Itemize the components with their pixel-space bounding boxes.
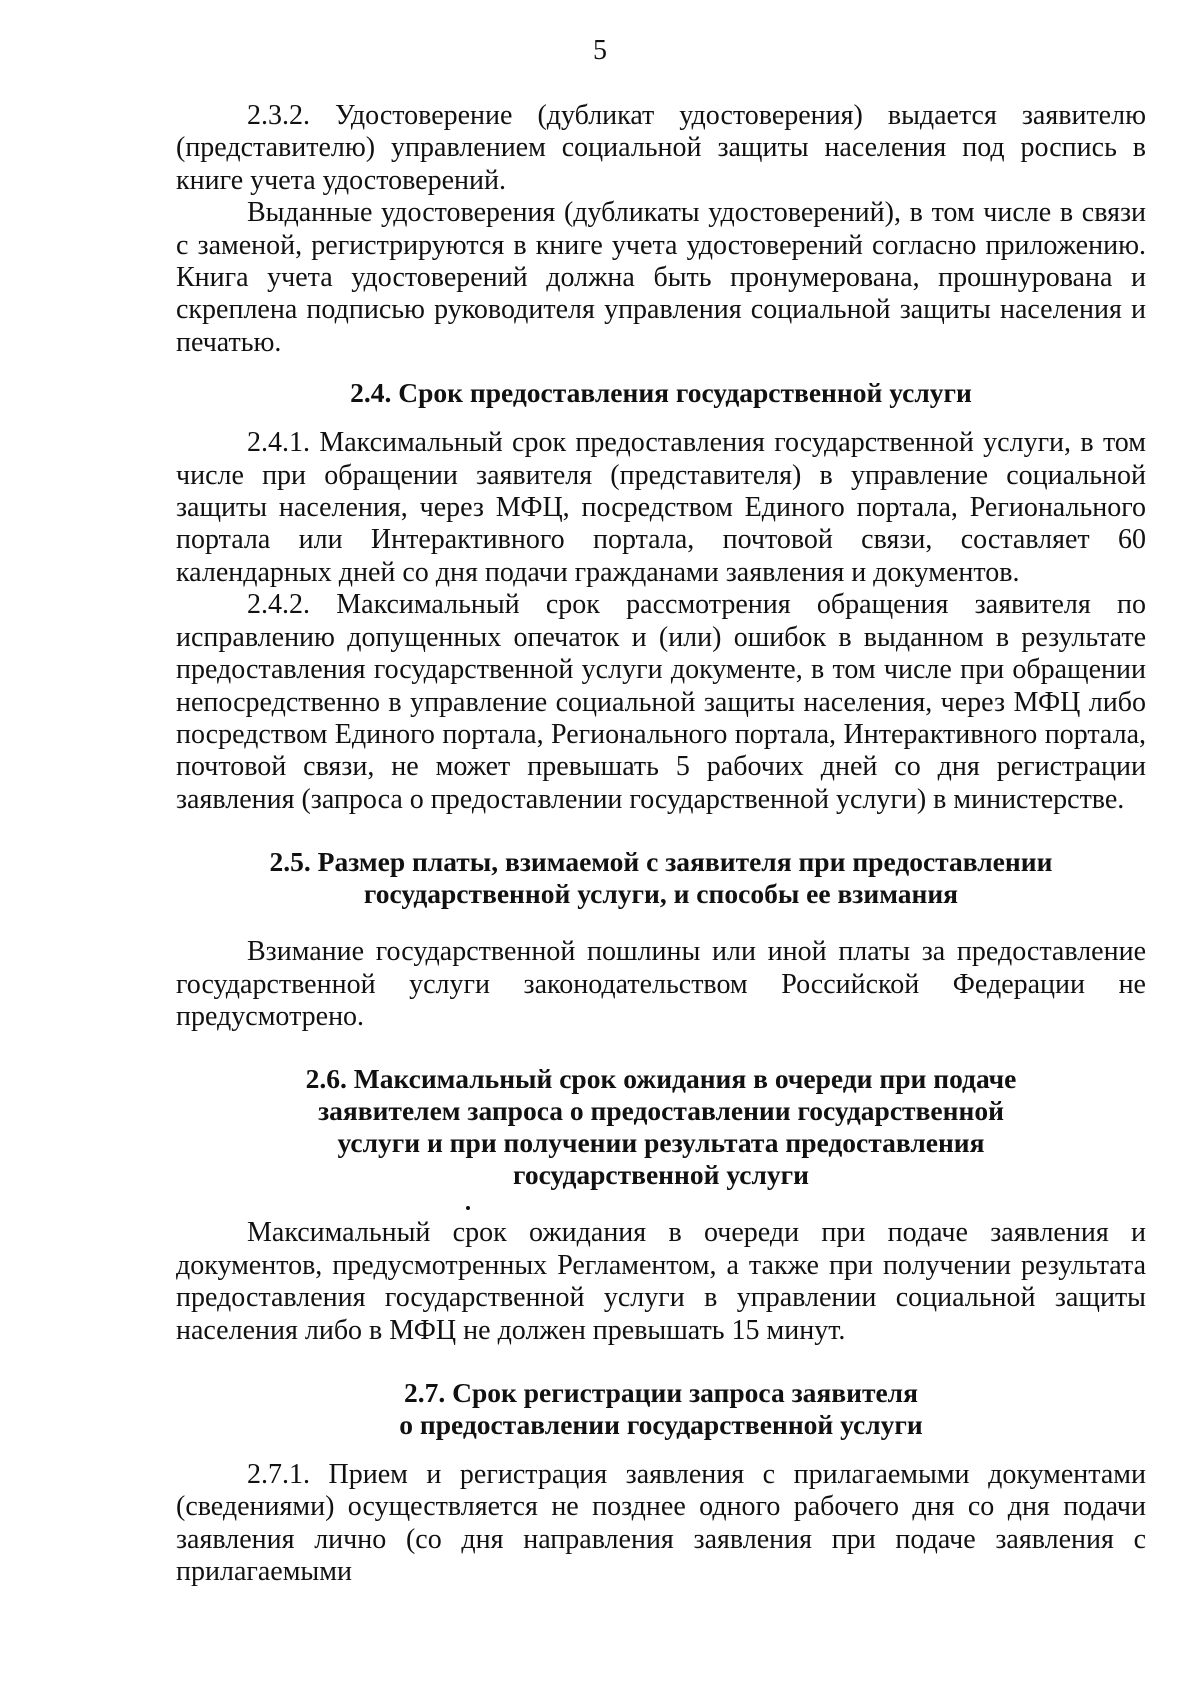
paragraph-2-7-1: 2.7.1. Прием и регистрация заявления с прилагаемыми документами (сведениями) осуществляется не позднее одного рабочего дня со дня подачи заявления лично (со дня направления заявления при подаче заявления с прилагаемыми	[176, 1458, 1146, 1588]
heading-2-7	[176, 1377, 1146, 1441]
document-body	[176, 100, 1146, 1589]
heading-line: государственной услуги, и способы ее взимания	[363, 878, 959, 910]
heading-line: услуги и при получении результата предоставления	[337, 1127, 985, 1159]
heading-line: 2.4. Срок предоставления государственной услуги	[350, 377, 972, 409]
paragraph-2-4-1: 2.4.1. Максимальный срок предоставления государственной услуги, в том числе при обращении заявителя (представителя) в управление социальной защиты населения, через МФЦ, посредством Единого портала, Регионального портала или Интерактивного портала, почтовой связи, составляет 60 календарных дней со дня подачи гражданами заявления и документов.	[176, 427, 1146, 588]
paragraph-fee: Взимание государственной пошлины или иной платы за предоставление государственной услуги законодательством Российской Федерации не предусмотрено.	[176, 936, 1146, 1032]
heading-line: заявителем запроса о предоставлении государственной	[318, 1095, 1004, 1127]
heading-line: 2.7. Срок регистрации запроса заявителя	[404, 1376, 918, 1408]
heading-2-6	[176, 1063, 1146, 1191]
scan-speck	[466, 1206, 470, 1210]
heading-2-5	[176, 846, 1146, 910]
heading-line: 2.5. Размер платы, взимаемой с заявителя при предоставлении	[269, 846, 1053, 878]
paragraph-2-4-2: 2.4.2. Максимальный срок рассмотрения обращения заявителя по исправлению допущенных опечаток и (или) ошибок в выданном в результате предоставления государственной услуги документе, в том числе при обращении непосредственно в управление социальной защиты населения, через МФЦ либо посредством Единого портала, Регионального портала, Интерактивного портала, почтовой связи, не может превышать 5 рабочих дней со дня регистрации заявления (запроса о предоставлении государственной услуги) в министерстве.	[176, 589, 1146, 815]
heading-line: 2.6. Максимальный срок ожидания в очереди при подаче	[305, 1063, 1017, 1095]
heading-line: о предоставлении государственной услуги	[399, 1408, 923, 1440]
heading-line: государственной услуги	[513, 1159, 809, 1191]
page-number: 5	[593, 35, 607, 66]
paragraph-issued-certificates: Выданные удостоверения (дубликаты удостоверений), в том числе в связи с заменой, регистрируются в книге учета удостоверений согласно приложению. Книга учета удостоверений должна быть пронумерована, прошнурована и скреплена подписью руководителя управления социальной защиты населения и печатью.	[176, 197, 1146, 358]
heading-2-4	[176, 377, 1146, 409]
paragraph-queue-time: Максимальный срок ожидания в очереди при подаче заявления и документов, предусмотренных Регламентом, а также при получении результата предоставления государственной услуги в управлении социальной защиты населения либо в МФЦ не должен превышать 15 минут.	[176, 1217, 1146, 1346]
paragraph-2-3-2: 2.3.2. Удостоверение (дубликат удостоверения) выдается заявителю (представителю) управлением социальной защиты населения под роспись в книге учета удостоверений.	[176, 100, 1146, 196]
